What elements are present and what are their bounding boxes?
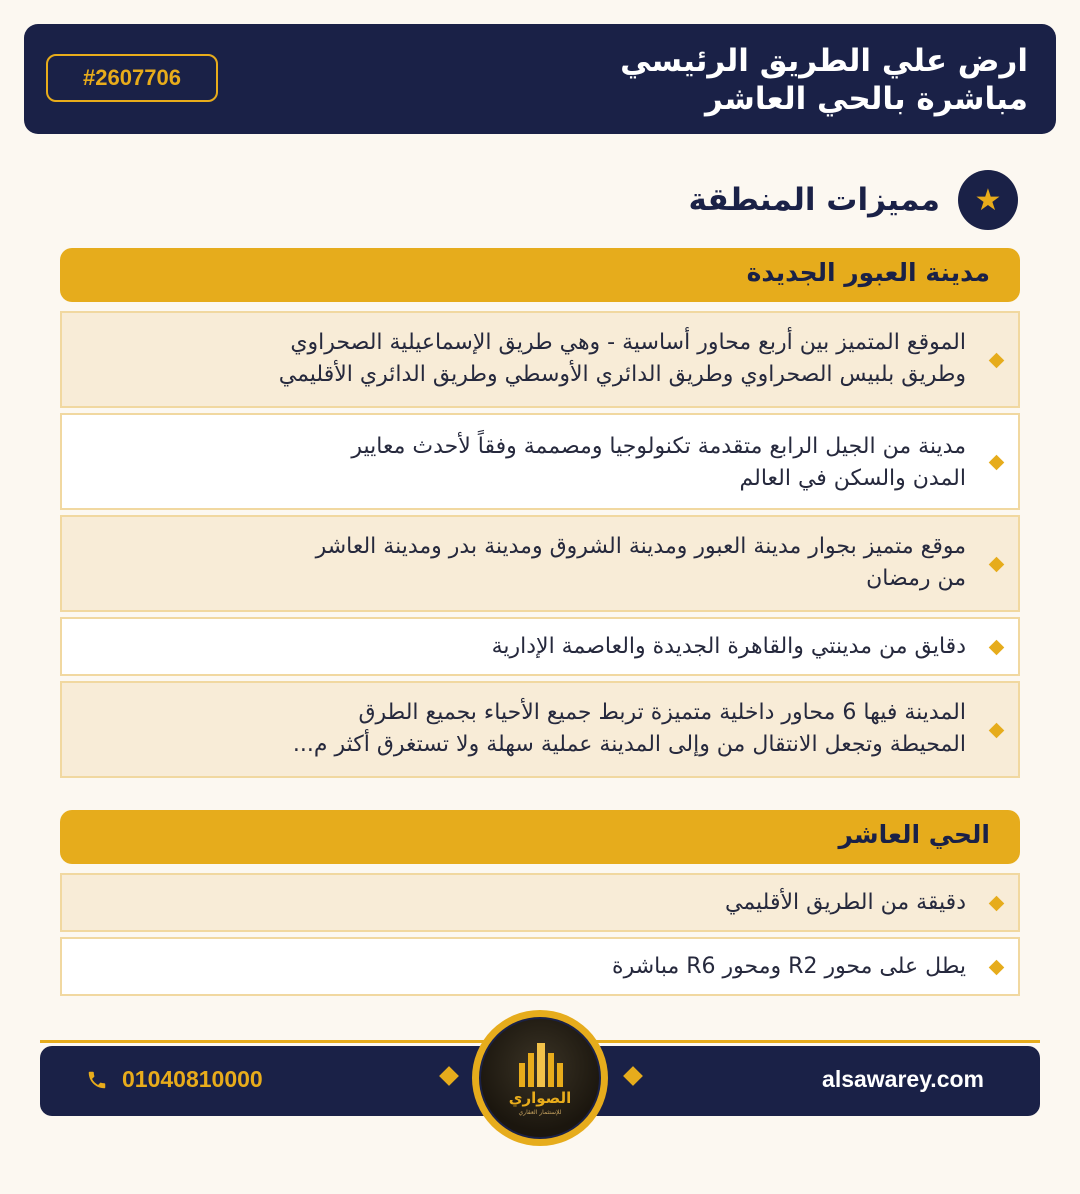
item-text: دقايق من مدينتي والقاهرة الجديدة والعاصمة الإدارية: [491, 634, 966, 659]
list-item: [60, 617, 1020, 676]
item-text: المدينة فيها 6 محاور داخلية متميزة تربط جميع الأحياء بجميع الطرق المحيطة وتجعل الانتقال من وإلى المدينة عملية سهلة ولا تستغرق أكثر م...: [292, 700, 966, 757]
phone-link[interactable]: [86, 1066, 263, 1093]
item-text: دقيقة من الطريق الأقليمي: [724, 890, 966, 915]
item-text: الموقع المتميز بين أربع محاور أساسية - وهي طريق الإسماعيلية الصحراوي وطريق بلبيس الصحراوي وطريق الدائري الأوسطي وطريق الدائري الأقليمي: [278, 330, 966, 387]
listing-title: [368, 42, 1028, 118]
list-item: [60, 681, 1020, 778]
website-link[interactable]: alsawarey.com: [822, 1066, 984, 1092]
title-line-2: مباشرة بالحي العاشر: [705, 81, 1028, 117]
header-banner: [24, 24, 1056, 134]
item-text: مدينة من الجيل الرابع متقدمة تكنولوجيا ومصممة وفقاً لأحدث معايير المدن والسكن في العالم: [351, 434, 966, 491]
diamond-bullet-icon: [989, 640, 1005, 656]
diamond-bullet-icon: [989, 557, 1005, 573]
group-title: الحي العاشر: [838, 820, 990, 849]
phone-number: 01040810000: [122, 1066, 263, 1092]
logo-subtitle: للإستثمار العقاري: [518, 1109, 562, 1116]
phone-icon: [86, 1069, 108, 1091]
diamond-bullet-icon: [989, 353, 1005, 369]
list-item: [60, 873, 1020, 932]
group-header-tenth-district: [60, 810, 1020, 864]
section-title: مميزات المنطقة: [688, 182, 940, 218]
section-heading: [618, 168, 1018, 232]
diamond-bullet-icon: [989, 896, 1005, 912]
reference-badge: #2607706: [46, 54, 218, 102]
group-header-obour: [60, 248, 1020, 302]
list-item: [60, 413, 1020, 510]
buildings-icon: [517, 1041, 567, 1087]
logo-name: الصواري: [508, 1089, 572, 1107]
brand-logo: [472, 1010, 608, 1146]
diamond-bullet-icon: [989, 455, 1005, 471]
list-item: [60, 515, 1020, 612]
list-item: [60, 311, 1020, 408]
list-item: [60, 937, 1020, 996]
logo-emblem: [479, 1017, 601, 1139]
diamond-bullet-icon: [989, 723, 1005, 739]
diamond-bullet-icon: [989, 960, 1005, 976]
item-text: موقع متميز بجوار مدينة العبور ومدينة الشروق ومدينة بدر ومدينة العاشر من رمضان: [315, 534, 966, 591]
item-text: يطل على محور R2 ومحور R6 مباشرة: [612, 954, 966, 979]
title-line-1: ارض علي الطريق الرئيسي: [620, 43, 1028, 79]
group-title: مدينة العبور الجديدة: [746, 258, 990, 287]
star-icon: ★: [958, 170, 1018, 230]
